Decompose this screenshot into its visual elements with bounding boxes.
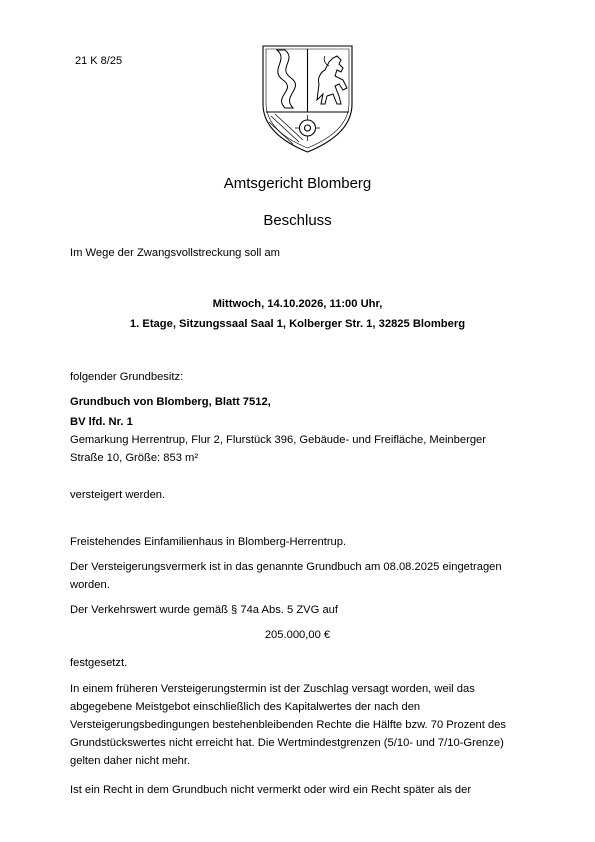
- court-name: Amtsgericht Blomberg: [223, 175, 372, 192]
- festgesetzt-text: festgesetzt.: [70, 657, 128, 669]
- frueherer-termin-paragraph: In einem früheren Versteigerungstermin ist der Zuschlag versagt worden, weil das abgegebene Meistgebot einschließlich des Kapitalwertes der nach den Versteigerungsbedingungen bestehenbleibenden Rechte die Hälfte bzw. 70 Prozent des Grundstückswertes nicht erreicht hat. Die Wertmindestgrenzen (5/10- und 7/10-Grenze) gelten daher nicht mehr.: [70, 683, 507, 767]
- bv-number: BV lfd. Nr. 1: [70, 416, 133, 428]
- grundbuch-entry: Grundbuch von Blomberg, Blatt 7512,: [70, 396, 271, 408]
- document-title: Beschluss: [263, 212, 332, 229]
- vermerk-paragraph: Der Versteigerungsvermerk ist in das genannte Grundbuch am 08.08.2025 eingetragen worden.: [70, 561, 502, 591]
- versteigert-text: versteigert werden.: [70, 489, 166, 501]
- case-number: 21 K 8/25: [75, 55, 123, 67]
- property-description: Gemarkung Herrentrup, Flur 2, Flurstück 396, Gebäude- und Freifläche, Meinberger Straße 10, Größe: 853 m²: [70, 434, 486, 464]
- termin-place: 1. Etage, Sitzungssaal Saal 1, Kolberger Str. 1, 32825 Blomberg: [129, 318, 466, 330]
- verkehrswert-intro: Der Verkehrswert wurde gemäß § 74a Abs. 5 ZVG auf: [70, 604, 339, 616]
- termin-date: Mittwoch, 14.10.2026, 11:00 Uhr,: [212, 298, 383, 310]
- recht-paragraph: Ist ein Recht in dem Grundbuch nicht vermerkt oder wird ein Recht später als der: [70, 784, 472, 796]
- intro-text: Im Wege der Zwangsvollstreckung soll am: [70, 247, 280, 259]
- objekt-paragraph: Freistehendes Einfamilienhaus in Blomberg-Herrentrup.: [70, 536, 347, 548]
- verkehrswert-value: 205.000,00 €: [264, 629, 331, 641]
- nrw-coat-of-arms-icon: [259, 42, 356, 156]
- grundbesitz-lead: folgender Grundbesitz:: [70, 371, 184, 383]
